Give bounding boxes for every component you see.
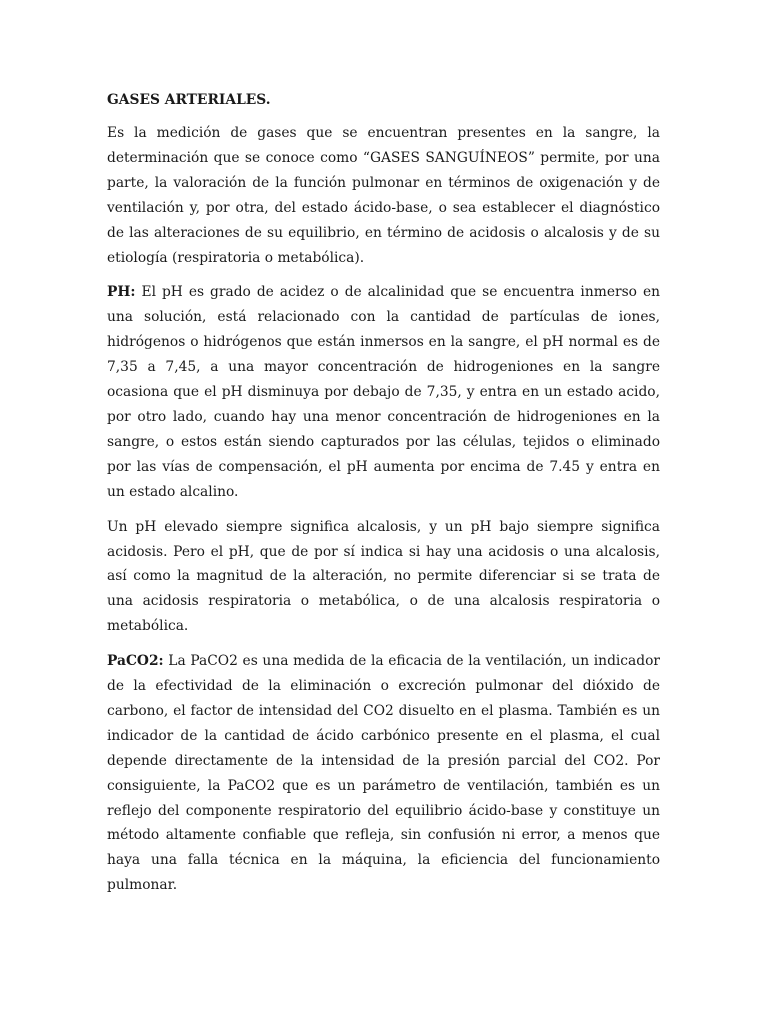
document-body [107, 89, 660, 908]
intro-paragraph: Es la medición de gases que se encuentran presentes en la sangre, la determinación que se conoce como “GASES SANGUÍNEOS” permite, por una parte, la valoración de la función pulmonar en términos de oxigenación y de ventilación y, por otra, del estado ácido-base, o sea establecer el diagnóstico de las alteraciones de su equilibrio, en término de acidosis o alcalosis y de su etiología (respiratoria o metabólica). [107, 125, 660, 266]
ph-note-paragraph: Un pH elevado siempre significa alcalosis, y un pH bajo siempre significa acidosis. Pero el pH, que de por sí indica si hay una acidosis o una alcalosis, así como la magnitud de la alteración, no permite diferenciar si se trata de una acidosis respiratoria o metabólica, o de una alcalosis respiratoria o metabólica. [107, 518, 660, 635]
ph-text: El pH es grado de acidez o de alcalinidad que se encuentra inmerso en una solución, está relacionado con la cantidad de partículas de iones, hidrógenos o hidrógenos que están inmersos en la sangre, el pH normal es de 7,35 a 7,45, a una mayor concentración de hidrogeniones en la sangre ocasiona que el pH disminuya por debajo de 7,35, y entra en un estado acido, por otro lado, cuando hay una menor concentración de hidrogeniones en la sangre, o estos están siendo capturados por las células, tejidos o eliminado por las vías de compensación, el pH aumenta por encima de 7.45 y entra en un estado alcalino. [107, 284, 660, 500]
paco2-text: La PaCO2 es una medida de la eficacia de la ventilación, un indicador de la efectividad de la eliminación o excreción pulmonar del dióxido de carbono, el factor de intensidad del CO2 disuelto en el plasma. También es un indicador de la cantidad de ácido carbónico presente en el plasma, el cual depende directamente de la intensidad de la presión parcial del CO2. Por consiguiente, la PaCO2 que es un parámetro de ventilación, también es un reflejo del componente respiratorio del equilibrio ácido-base y constituye un método altamente confiable que refleja, sin confusión ni error, a menos que haya una falla técnica en la máquina, la eficiencia del funcionamiento pulmonar. [107, 653, 660, 894]
ph-term: PH: [107, 284, 136, 301]
paco2-paragraph [107, 649, 660, 898]
document-title: GASES ARTERIALES. [107, 92, 271, 108]
paco2-term: PaCO2: [107, 653, 164, 670]
ph-paragraph [107, 280, 660, 504]
